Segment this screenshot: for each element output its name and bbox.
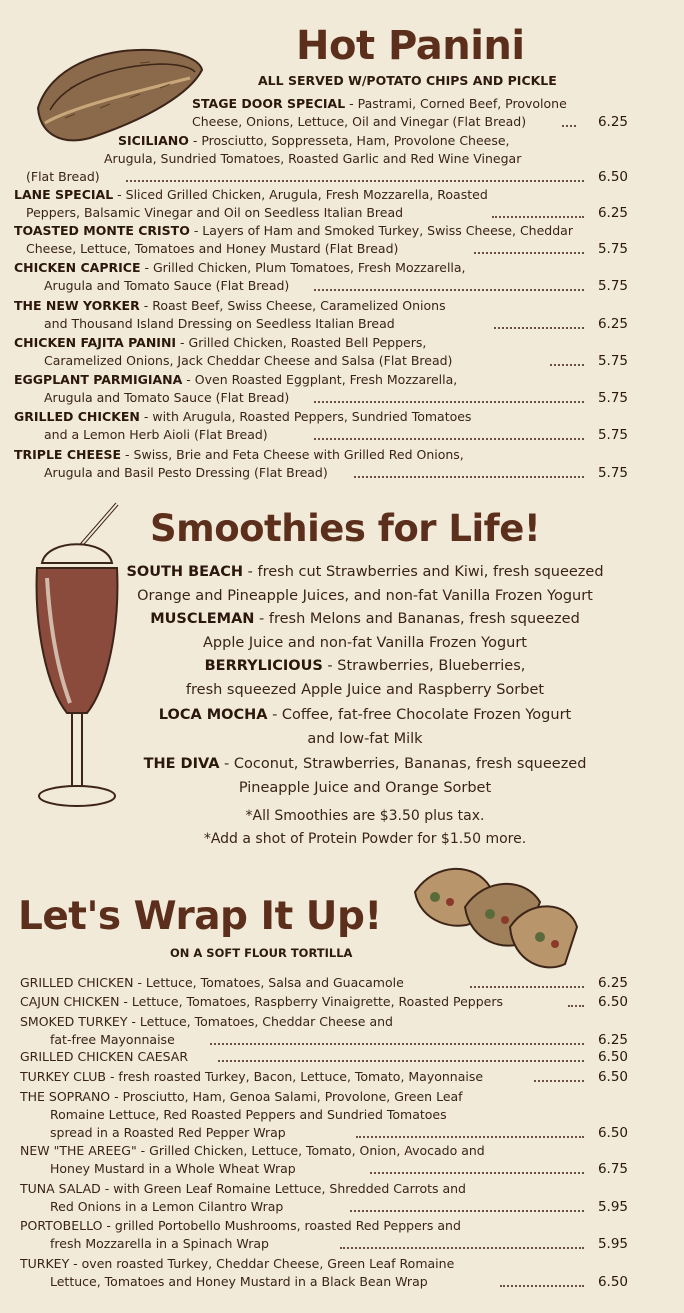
smoothie-item: [120, 654, 610, 702]
item-description: - Sliced Grilled Chicken, Arugula, Fresh Mozzarella, Roasted: [113, 187, 488, 202]
menu-item: [14, 132, 628, 186]
item-name: TOASTED MONTE CRISTO: [14, 223, 190, 238]
item-description: and Thousand Island Dressing on Seedless Italian Bread: [44, 316, 395, 331]
item-price: 6.25: [597, 316, 628, 332]
panini-title: Hot Panini: [296, 23, 525, 69]
item-price: 6.50: [597, 994, 628, 1010]
item-price: 6.50: [597, 1049, 628, 1065]
smoothie-item: [120, 560, 610, 608]
item-description: GRILLED CHICKEN - Lettuce, Tomatoes, Salsa and Guacamole: [20, 975, 404, 990]
item-price: 5.95: [597, 1236, 628, 1252]
wrap-item: [20, 1142, 628, 1178]
item-price: 6.50: [597, 169, 628, 185]
item-description: and a Lemon Herb Aioli (Flat Bread): [44, 427, 268, 442]
wrap-item: [20, 1013, 628, 1049]
item-name: LOCA MOCHA: [158, 707, 268, 723]
item-description: Lettuce, Tomatoes and Honey Mustard in a Black Bean Wrap: [50, 1274, 428, 1289]
item-description: Peppers, Balsamic Vinegar and Oil on Seedless Italian Bread: [26, 205, 404, 220]
item-price: 6.25: [597, 1032, 628, 1048]
smoothie-price-note: *All Smoothies are $3.50 plus tax.: [245, 808, 485, 824]
item-price: 5.75: [597, 241, 628, 257]
item-description: Honey Mustard in a Whole Wheat Wrap: [50, 1161, 296, 1176]
menu-item: [14, 408, 628, 444]
item-name: CHICKEN FAJITA PANINI: [14, 335, 177, 350]
wrap-item: [20, 1068, 628, 1086]
item-price: 6.50: [597, 1069, 628, 1085]
item-description: - Coffee, fat-free Chocolate Frozen Yogurt: [267, 707, 572, 723]
item-name: LANE SPECIAL: [14, 187, 114, 202]
item-description: - Oven Roasted Eggplant, Fresh Mozzarella,: [182, 372, 458, 387]
item-price: 5.75: [597, 465, 628, 481]
item-price: 6.25: [597, 975, 628, 991]
wrap-item: [20, 993, 628, 1011]
item-name: THE NEW YORKER: [14, 298, 140, 313]
item-description: fresh Mozzarella in a Spinach Wrap: [50, 1236, 269, 1251]
item-description: THE SOPRANO - Prosciutto, Ham, Genoa Salami, Provolone, Green Leaf: [20, 1089, 463, 1104]
item-price: 5.75: [597, 390, 628, 406]
menu-item: [14, 297, 628, 333]
smoothies-title: Smoothies for Life!: [150, 507, 541, 550]
item-description: Arugula and Tomato Sauce (Flat Bread): [44, 278, 290, 293]
item-description: Cheese, Onions, Lettuce, Oil and Vinegar (Flat Bread): [192, 114, 527, 129]
menu-item: [14, 186, 628, 222]
item-description: - fresh cut Strawberries and Kiwi, fresh squeezed: [243, 564, 604, 580]
protein-note: *Add a shot of Protein Powder for $1.50 more.: [203, 831, 527, 847]
menu-item: [14, 446, 628, 482]
wrap-item: [20, 1217, 628, 1253]
menu-item: [14, 371, 628, 407]
smoothie-item: [120, 703, 610, 751]
item-name: BERRYLICIOUS: [204, 658, 323, 674]
item-description: Arugula and Basil Pesto Dressing (Flat Bread): [44, 465, 328, 480]
item-name: TRIPLE CHEESE: [14, 447, 122, 462]
wrap-item: [20, 1088, 628, 1142]
item-name: EGGPLANT PARMIGIANA: [14, 372, 183, 387]
wrap-item: [20, 974, 628, 992]
item-description: Red Onions in a Lemon Cilantro Wrap: [50, 1199, 284, 1214]
item-description: NEW "THE AREEG" - Grilled Chicken, Lettuce, Tomato, Onion, Avocado and: [20, 1143, 485, 1158]
item-name: SICILIANO: [118, 133, 189, 148]
item-name: GRILLED CHICKEN: [14, 409, 140, 424]
item-description: - Swiss, Brie and Feta Cheese with Grilled Red Onions,: [121, 447, 464, 462]
item-description: Arugula, Sundried Tomatoes, Roasted Garlic and Red Wine Vinegar: [104, 151, 522, 166]
wrap-item: [20, 1180, 628, 1216]
item-description: Arugula and Tomato Sauce (Flat Bread): [44, 390, 290, 405]
item-name: CHICKEN CAPRICE: [14, 260, 141, 275]
item-description: fresh squeezed Apple Juice and Raspberry Sorbet: [185, 682, 545, 698]
item-description: Apple Juice and non-fat Vanilla Frozen Yogurt: [203, 635, 527, 651]
wraps-title: Let's Wrap It Up!: [18, 894, 382, 939]
item-description: Caramelized Onions, Jack Cheddar Cheese and Salsa (Flat Bread): [44, 353, 453, 368]
panini-subtitle: ALL SERVED W/POTATO CHIPS AND PICKLE: [258, 73, 557, 88]
item-description: - Layers of Ham and Smoked Turkey, Swiss Cheese, Cheddar: [189, 223, 573, 238]
wraps-illustration: [405, 852, 585, 982]
item-description: - Coconut, Strawberries, Bananas, fresh squeezed: [219, 756, 587, 772]
item-price: 6.50: [597, 1125, 628, 1141]
wrap-item: [20, 1048, 628, 1066]
item-description: PORTOBELLO - grilled Portobello Mushrooms, roasted Red Peppers and: [20, 1218, 461, 1233]
item-description: - Roast Beef, Swiss Cheese, Caramelized Onions: [139, 298, 446, 313]
item-description: TURKEY - oven roasted Turkey, Cheddar Cheese, Green Leaf Romaine: [20, 1256, 455, 1271]
item-description: spread in a Roasted Red Pepper Wrap: [50, 1125, 286, 1140]
item-name: MUSCLEMAN: [150, 611, 255, 627]
item-description: Romaine Lettuce, Red Roasted Peppers and Sundried Tomatoes: [50, 1107, 447, 1122]
item-description: - fresh Melons and Bananas, fresh squeezed: [254, 611, 580, 627]
item-description: - Grilled Chicken, Roasted Bell Peppers,: [176, 335, 427, 350]
item-name: THE DIVA: [143, 756, 220, 772]
item-price: 5.95: [597, 1199, 628, 1215]
item-description: CAJUN CHICKEN - Lettuce, Tomatoes, Raspberry Vinaigrette, Roasted Peppers: [20, 994, 503, 1009]
item-description: and low-fat Milk: [307, 731, 423, 747]
menu-item: [14, 222, 628, 258]
menu-item: [14, 259, 628, 295]
item-price: 5.75: [597, 278, 628, 294]
item-description: - Prosciutto, Soppresseta, Ham, Provolone Cheese,: [188, 133, 510, 148]
item-description: Pineapple Juice and Orange Sorbet: [238, 780, 492, 796]
item-description: - Grilled Chicken, Plum Tomatoes, Fresh Mozzarella,: [140, 260, 466, 275]
item-description: - Strawberries, Blueberries,: [322, 658, 526, 674]
item-description: - Pastrami, Corned Beef, Provolone: [345, 96, 567, 111]
item-description: Cheese, Lettuce, Tomatoes and Honey Mustard (Flat Bread): [26, 241, 399, 256]
item-name: STAGE DOOR SPECIAL: [192, 96, 346, 111]
item-description: Orange and Pineapple Juices, and non-fat Vanilla Frozen Yogurt: [137, 588, 593, 604]
item-price: 6.25: [597, 205, 628, 221]
menu-item: [14, 334, 628, 370]
smoothie-item: [120, 607, 610, 655]
item-description: SMOKED TURKEY - Lettuce, Tomatoes, Cheddar Cheese and: [20, 1014, 393, 1029]
smoothie-item: [120, 752, 610, 800]
item-description: fat-free Mayonnaise: [50, 1032, 175, 1047]
item-price: 6.25: [597, 114, 628, 130]
item-price: 5.75: [597, 427, 628, 443]
item-price: 6.50: [597, 1274, 628, 1290]
item-price: 5.75: [597, 353, 628, 369]
item-price: 6.75: [597, 1161, 628, 1177]
menu-item: [14, 95, 628, 131]
item-name: SOUTH BEACH: [126, 564, 244, 580]
wrap-item: [20, 1255, 628, 1291]
item-description: GRILLED CHICKEN CAESAR: [20, 1049, 189, 1064]
item-description: TURKEY CLUB - fresh roasted Turkey, Bacon, Lettuce, Tomato, Mayonnaise: [20, 1069, 484, 1084]
wraps-subtitle: ON A SOFT FLOUR TORTILLA: [170, 946, 353, 960]
item-description: - with Arugula, Roasted Peppers, Sundried Tomatoes: [139, 409, 472, 424]
item-description: (Flat Bread): [26, 169, 100, 184]
item-description: TUNA SALAD - with Green Leaf Romaine Lettuce, Shredded Carrots and: [20, 1181, 466, 1196]
